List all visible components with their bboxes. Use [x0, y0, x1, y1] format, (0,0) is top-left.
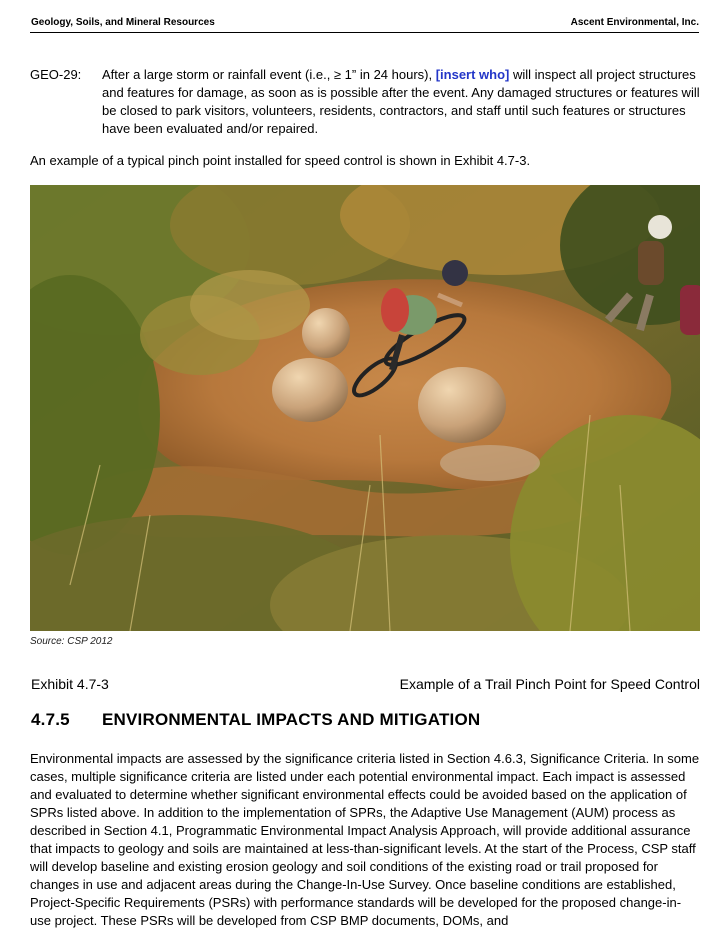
- intro-paragraph: An example of a typical pinch point installed for speed control is shown in Exhibit 4.7-3.: [30, 153, 531, 168]
- exhibit-title: Example of a Trail Pinch Point for Speed Control: [399, 676, 700, 692]
- exhibit-caption: [30, 676, 700, 694]
- measure-label: GEO-29:: [30, 67, 82, 82]
- exhibit-number: Exhibit 4.7-3: [31, 676, 109, 692]
- photo-mountain-biker-trail-icon: [30, 185, 700, 631]
- measure-text-after: will inspect all project structures and features for damage, as soon as is possible after the event. Any damaged structures or features will be closed to park visitors, volunteers, residents, contractors, and staff until such features or structures have been evaluated and/or repaired.: [102, 67, 700, 136]
- exhibit-photo: [30, 185, 700, 631]
- header-company-name: Ascent Environmental, Inc.: [570, 17, 699, 28]
- measure-placeholder: [insert who]: [435, 67, 510, 82]
- measure-text-before: After a large storm or rainfall event (i.e., ≥ 1” in 24 hours),: [102, 67, 436, 82]
- body-paragraph: Environmental impacts are assessed by the significance criteria listed in Section 4.6.3, Significance Criteria. In some cases, multiple significance criteria are listed under each potential environmental impact. Each impact is assessed and evaluated to determine whether significant environmental effects could be avoided based on the application of SPRs listed above. In addition to the implementation of SPRs, the Adaptive Use Management (AUM) process as described in Section 4.1, Programmatic Environmental Impact Analysis Approach, will provide additional assurance that impacts to geology and soils are maintained at less-than-significant levels. At the start of the Process, CSP staff will develop baseline and existing erosion geology and soil conditions of the existing road or trail proposed for changes in use and adjacent areas during the Change-In-Use Survey. Once baseline conditions are established, Project-Specific Requirements (PSRs) with performance standards will be developed for the proposed change-in-use project. These PSRs will be developed from CSP BMP documents, DOMs, and: [30, 751, 700, 928]
- section-title: ENVIRONMENTAL IMPACTS AND MITIGATION: [102, 710, 481, 729]
- measure-text: [102, 66, 700, 138]
- header-chapter-title: Geology, Soils, and Mineral Resources: [31, 17, 215, 28]
- photo-source: Source: CSP 2012: [30, 636, 113, 647]
- page-header: [30, 14, 699, 33]
- measure-geo-29: [30, 66, 700, 138]
- section-number: 4.7.5: [31, 710, 70, 729]
